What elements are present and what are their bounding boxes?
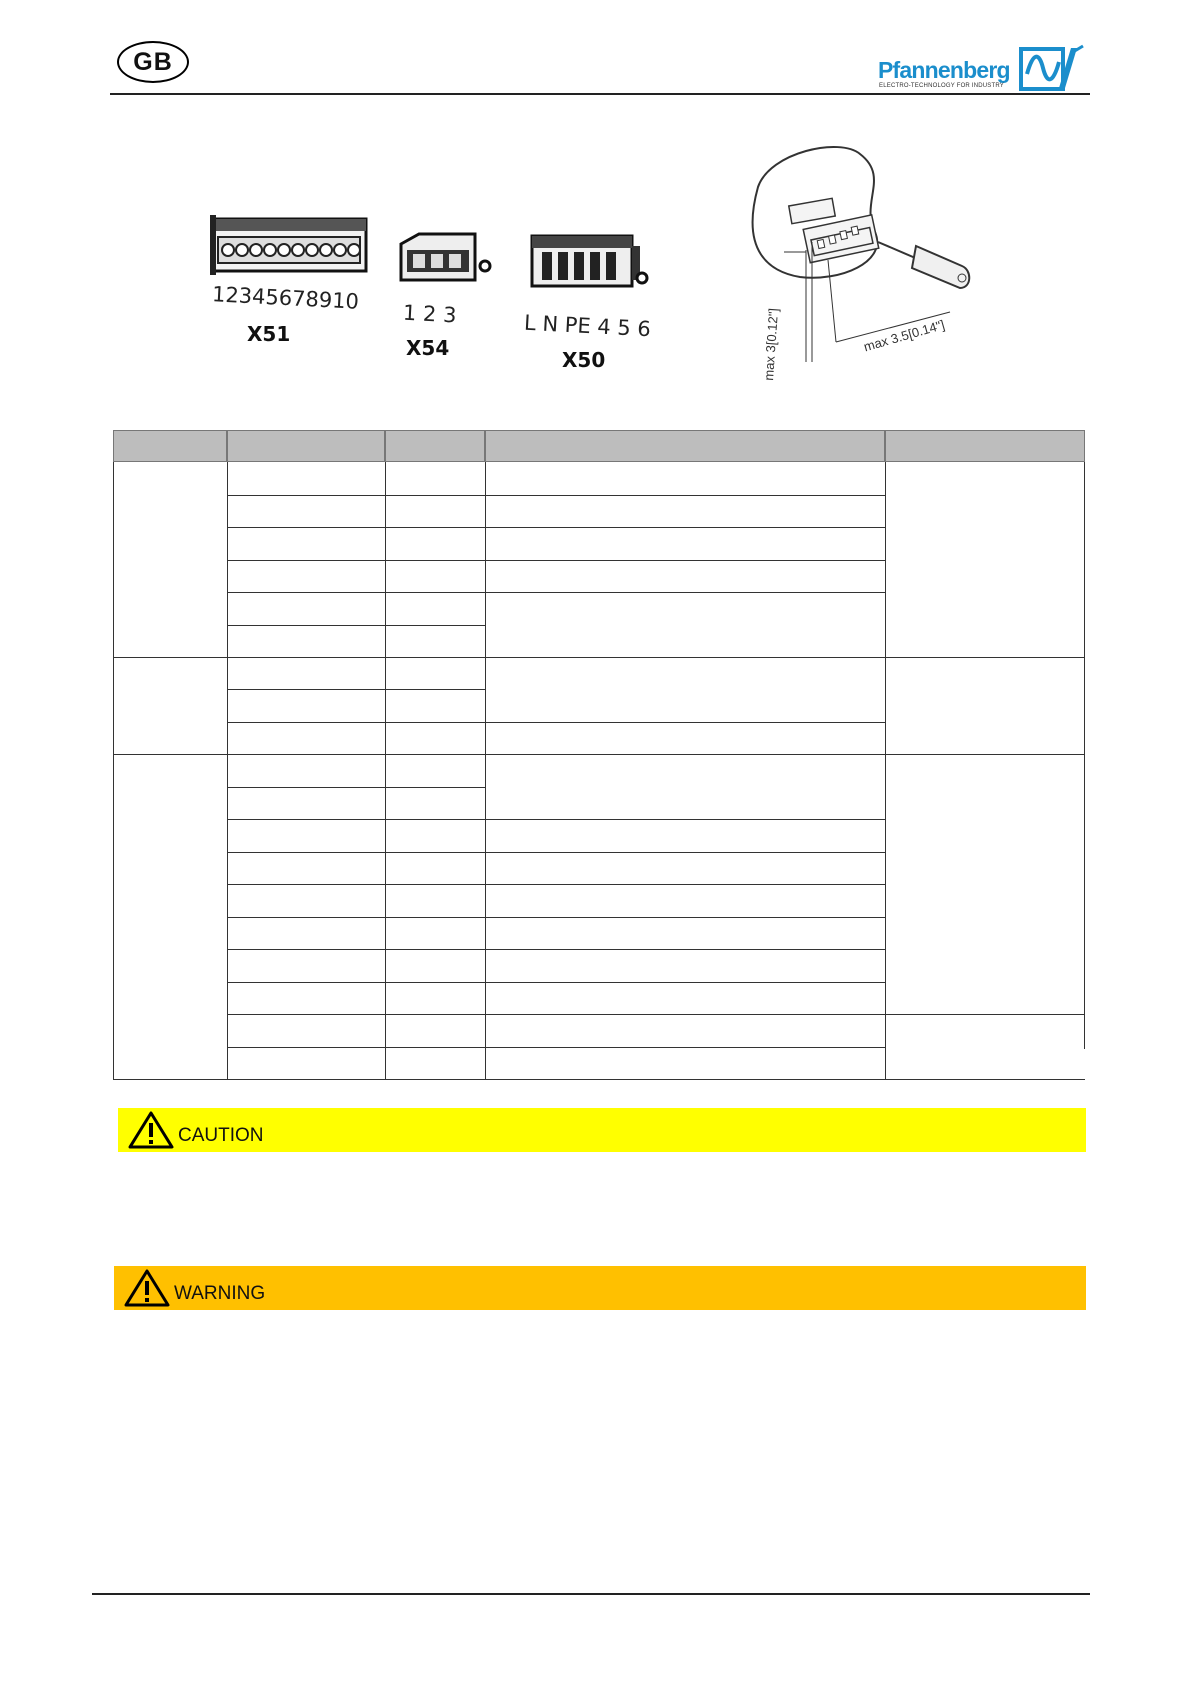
connector-x51-pins: 12345678910 xyxy=(211,282,360,314)
caution-label: CAUTION xyxy=(178,1125,264,1146)
connector-x54-pins: 1 2 3 xyxy=(402,300,458,328)
caution-triangle-icon xyxy=(128,1111,174,1149)
connector-x51-icon xyxy=(210,215,370,279)
logo-subtitle: ELECTRO-TECHNOLOGY FOR INDUSTRY xyxy=(879,83,1004,89)
table-row-line xyxy=(227,949,885,950)
table-row-line xyxy=(227,625,485,626)
table-row-line xyxy=(227,722,885,723)
table-column-line xyxy=(227,462,228,1080)
table-row-line xyxy=(227,819,885,820)
table-border xyxy=(1084,462,1085,1049)
table-row-line xyxy=(227,787,485,788)
table-header-cell xyxy=(485,430,885,462)
connector-x50-pins: L N PE 4 5 6 xyxy=(523,310,652,342)
caution-notice xyxy=(118,1108,1086,1152)
table-row-line xyxy=(227,592,885,593)
connector-x54-name: X54 xyxy=(406,336,450,360)
connector-x50-name: X50 xyxy=(562,348,606,372)
table-border xyxy=(113,462,114,1080)
table-row-line xyxy=(227,884,885,885)
connector-x50-icon xyxy=(528,232,650,294)
table-row-line xyxy=(227,527,885,528)
header-rule xyxy=(110,93,1090,95)
table-group-separator xyxy=(227,1014,1085,1015)
table-border xyxy=(113,1079,1085,1080)
table-column-line xyxy=(485,462,486,1080)
warning-triangle-icon xyxy=(124,1269,170,1307)
warning-label: WARNING xyxy=(174,1283,266,1304)
table-column-line xyxy=(385,462,386,1080)
connector-x51-name: X51 xyxy=(247,322,291,346)
table-row-line xyxy=(227,495,885,496)
dimension-horizontal: max 3.5[0.14"] xyxy=(862,317,947,355)
table-row-line xyxy=(227,917,885,918)
table-header-cell xyxy=(385,430,485,462)
table-header-cell xyxy=(227,430,385,462)
table-column-line xyxy=(885,462,886,1080)
table-group-separator xyxy=(113,657,1085,658)
logo-text: Pfannenberg xyxy=(878,57,1010,83)
table-group-separator xyxy=(113,754,1085,755)
logo-wave-icon xyxy=(1019,44,1085,92)
table-row-line xyxy=(227,560,885,561)
dimension-vertical: max 3[0.12"] xyxy=(761,307,782,382)
connector-x54-icon xyxy=(397,228,497,288)
table-row-line xyxy=(227,982,885,983)
table-row-line xyxy=(227,1047,885,1048)
table-header-cell xyxy=(885,430,1085,462)
warning-notice xyxy=(114,1266,1086,1310)
table-row-line xyxy=(227,689,485,690)
country-badge: GB xyxy=(117,41,189,83)
table-header-cell xyxy=(113,430,227,462)
terminal-table xyxy=(113,430,1085,1080)
footer-rule xyxy=(92,1593,1090,1595)
pfannenberg-logo xyxy=(878,44,1086,92)
table-row-line xyxy=(227,852,885,853)
